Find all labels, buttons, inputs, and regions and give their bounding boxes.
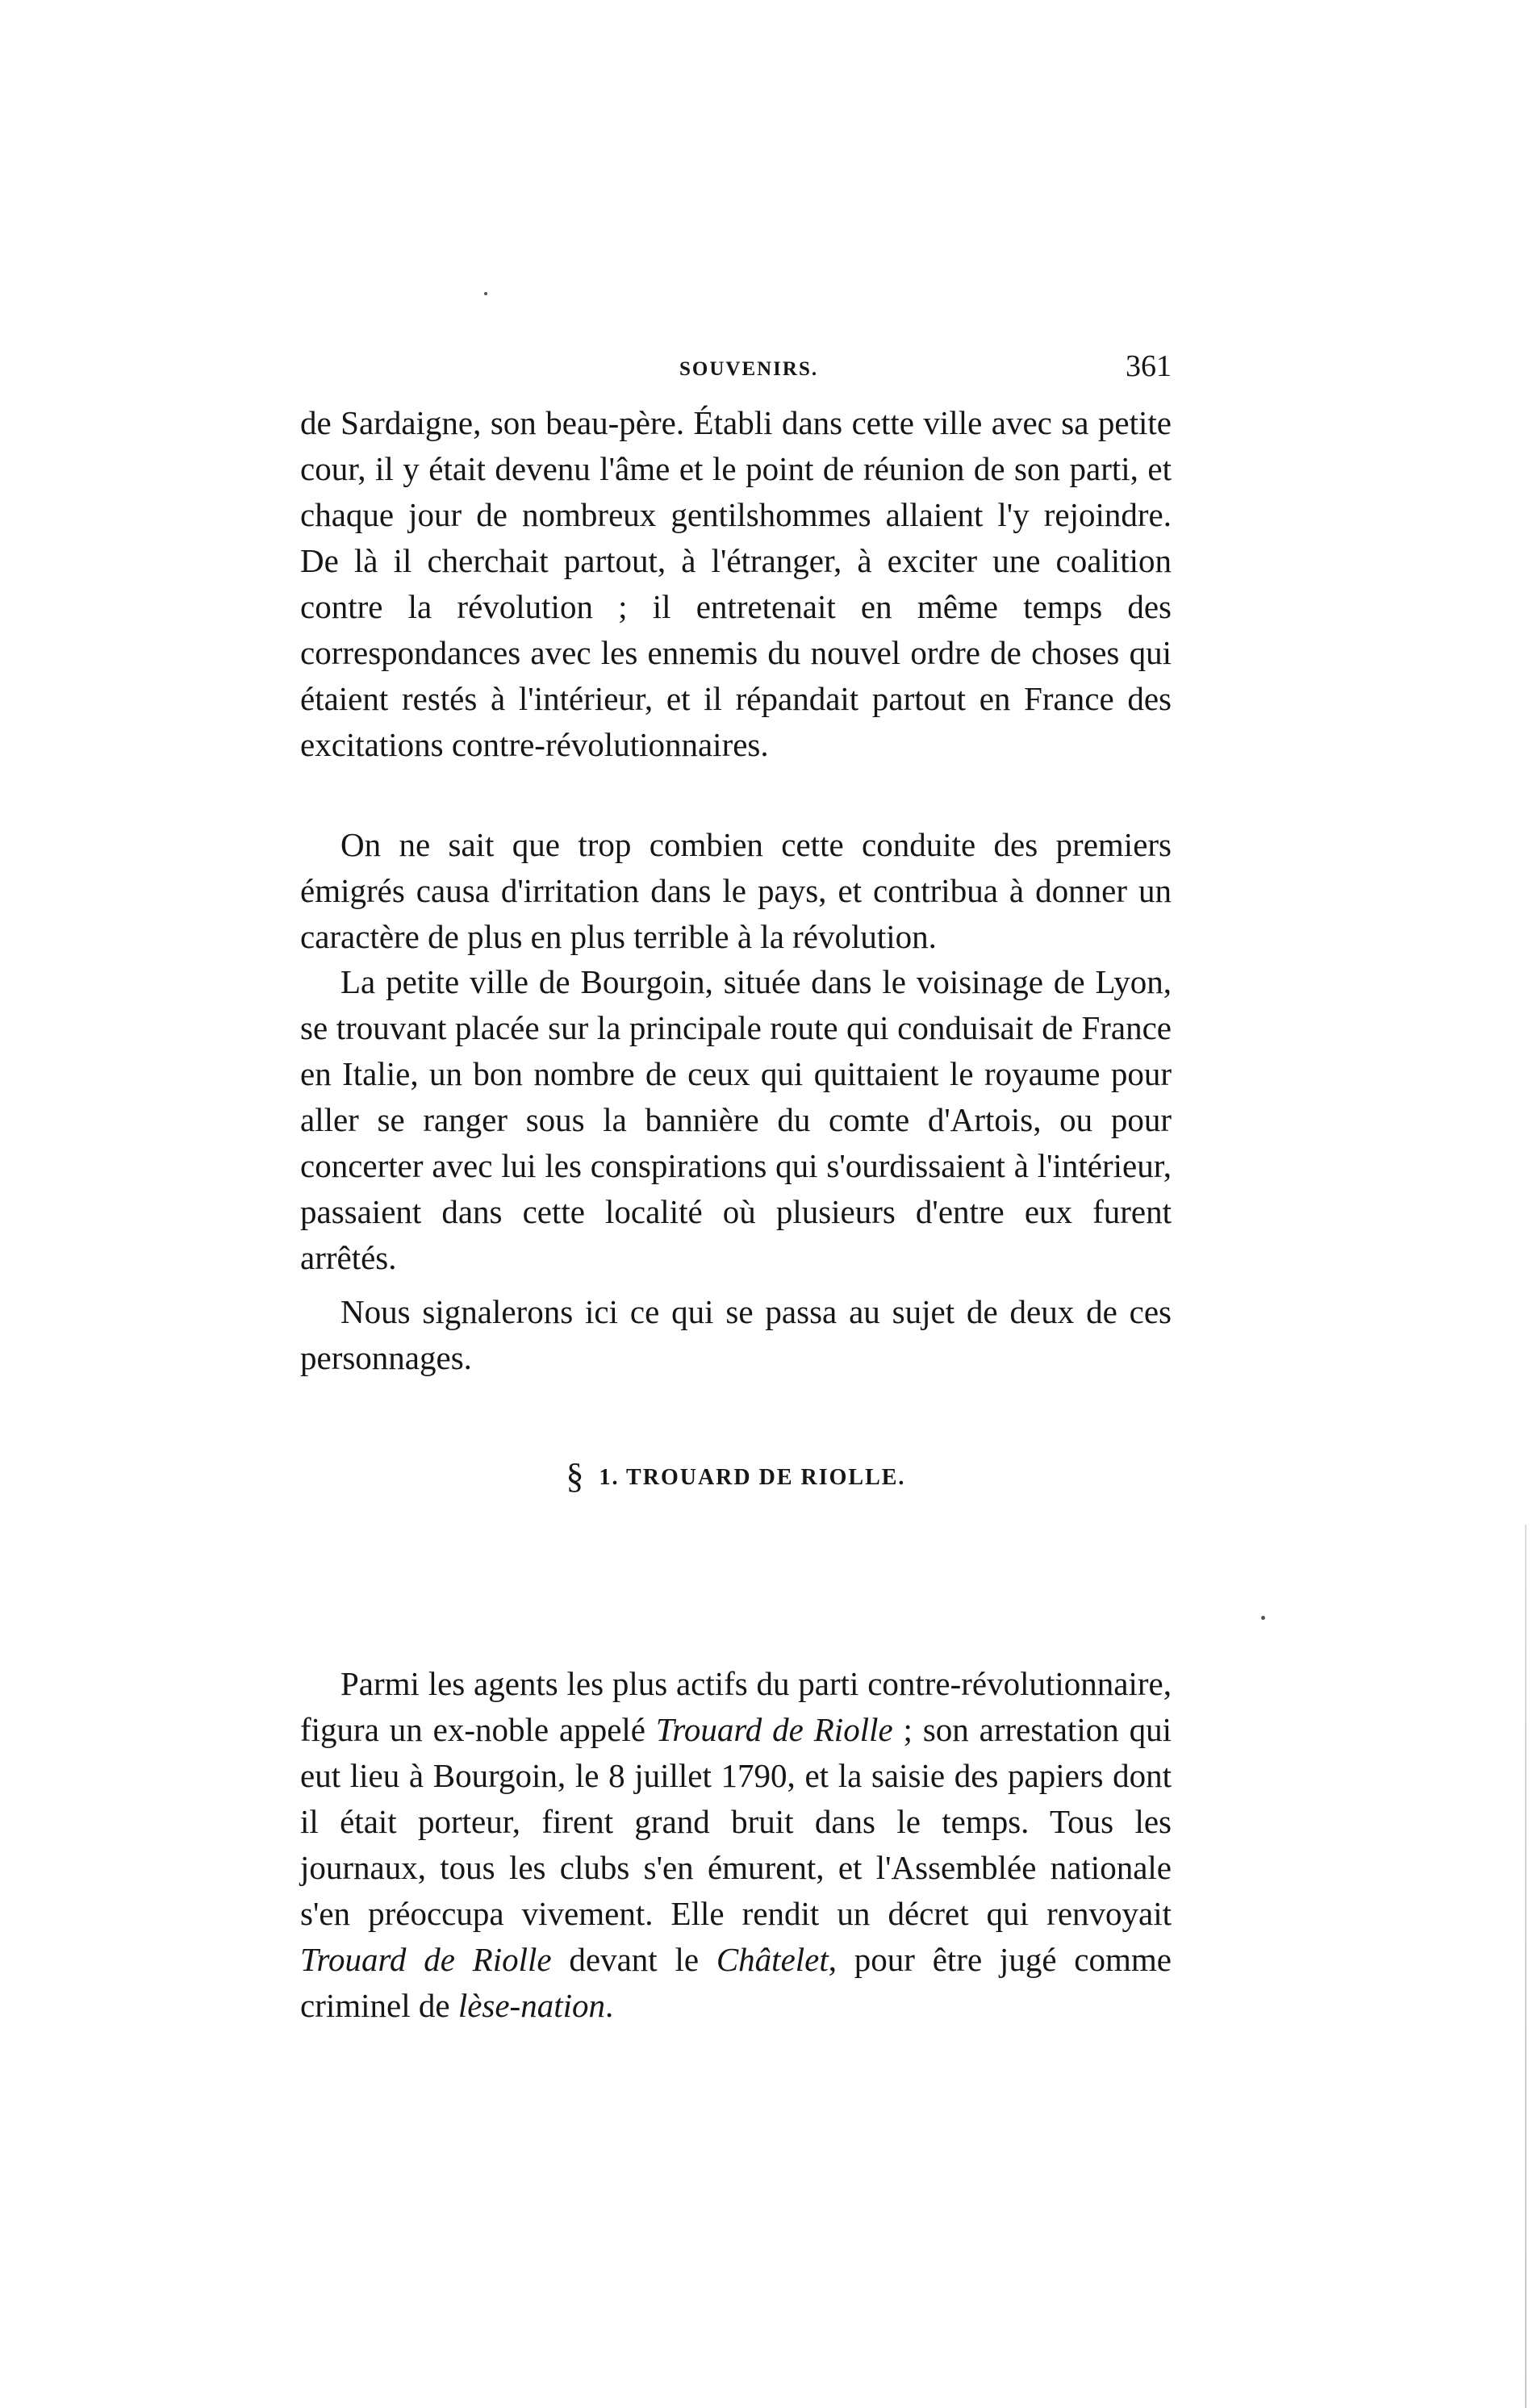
scan-edge-line bbox=[1525, 1525, 1527, 2408]
paragraph-5-part-4: , pour être jugé comme criminel de bbox=[300, 1941, 1172, 2024]
person-name-trouard-de-riolle: Trouard de Riolle bbox=[655, 1711, 893, 1748]
paragraph-5-part-1: Parmi les agents les plus actifs du parti contre-révolutionnaire, figura un ex-noble appelé bbox=[300, 1665, 1172, 1748]
scan-speck bbox=[484, 292, 487, 295]
section-heading bbox=[300, 1455, 1172, 1496]
paragraph-5-part-3: devant le bbox=[551, 1941, 716, 1978]
paragraph-5-part-5: . bbox=[605, 1987, 614, 2024]
paragraph-1 bbox=[300, 400, 1172, 768]
person-name-trouard-de-riolle-2: Trouard de Riolle bbox=[300, 1941, 552, 1978]
scan-speck bbox=[1261, 1616, 1265, 1620]
paragraph-5-text bbox=[300, 1661, 1172, 2029]
paragraph-2-text: On ne sait que trop combien cette conduite des premiers émigrés causa d'irritation dans le pays, et contribua à donner un caractère de plus en plus terrible à la révolution. bbox=[300, 826, 1172, 955]
paragraph-4-text: Nous signalerons ici ce qui se passa au sujet de deux de ces personnages. bbox=[300, 1293, 1172, 1376]
chatelet-term: Châtelet bbox=[716, 1941, 829, 1978]
section-sign: § bbox=[566, 1456, 586, 1496]
paragraph-2 bbox=[300, 822, 1172, 960]
paragraph-4 bbox=[300, 1289, 1172, 1381]
section-number: 1. bbox=[599, 1465, 620, 1490]
running-title: SOUVENIRS. bbox=[679, 358, 819, 380]
paragraph-1-text: de Sardaigne, son beau-père. Établi dans cette ville avec sa petite cour, il y était devenu l'âme et le point de réunion de son parti, et chaque jour de nombreux gentilshommes allaient l'y rejoindre. De là il cherchait partout, à l'étranger, à exciter une coalition contre la révolution ; il entretenait en même temps des correspondances avec les ennemis du nouvel ordre de choses qui étaient restés à l'intérieur, et il répandait partout en France des excitations contre-révolutionnaires. bbox=[300, 404, 1172, 763]
page-number: 361 bbox=[1126, 349, 1172, 383]
section-title: TROUARD DE RIOLLE. bbox=[626, 1465, 906, 1490]
page-header bbox=[300, 348, 1172, 397]
paragraph-5-part-2: ; son arrestation qui eut lieu à Bourgoin, le 8 juillet 1790, et la saisie des papiers dont il était porteur, firent grand bruit dans le temps. Tous les journaux, tous les clubs s'en émurent, et l'Assemblée nationale s'en préoccupa vivement. Elle rendit un décret qui renvoyait bbox=[300, 1711, 1172, 1932]
paragraph-3 bbox=[300, 959, 1172, 1281]
paragraph-5 bbox=[300, 1661, 1172, 2029]
paragraph-3-text: La petite ville de Bourgoin, située dans le voisinage de Lyon, se trouvant placée sur la principale route qui conduisait de France en Italie, un bon nombre de ceux qui quittaient le royaume pour aller se ranger sous la bannière du comte d'Artois, ou pour concerter avec lui les conspirations qui s'ourdissaient à l'intérieur, passaient dans cette localité où plusieurs d'entre eux furent arrêtés. bbox=[300, 963, 1172, 1276]
lese-nation-term: lèse-nation bbox=[457, 1987, 605, 2024]
